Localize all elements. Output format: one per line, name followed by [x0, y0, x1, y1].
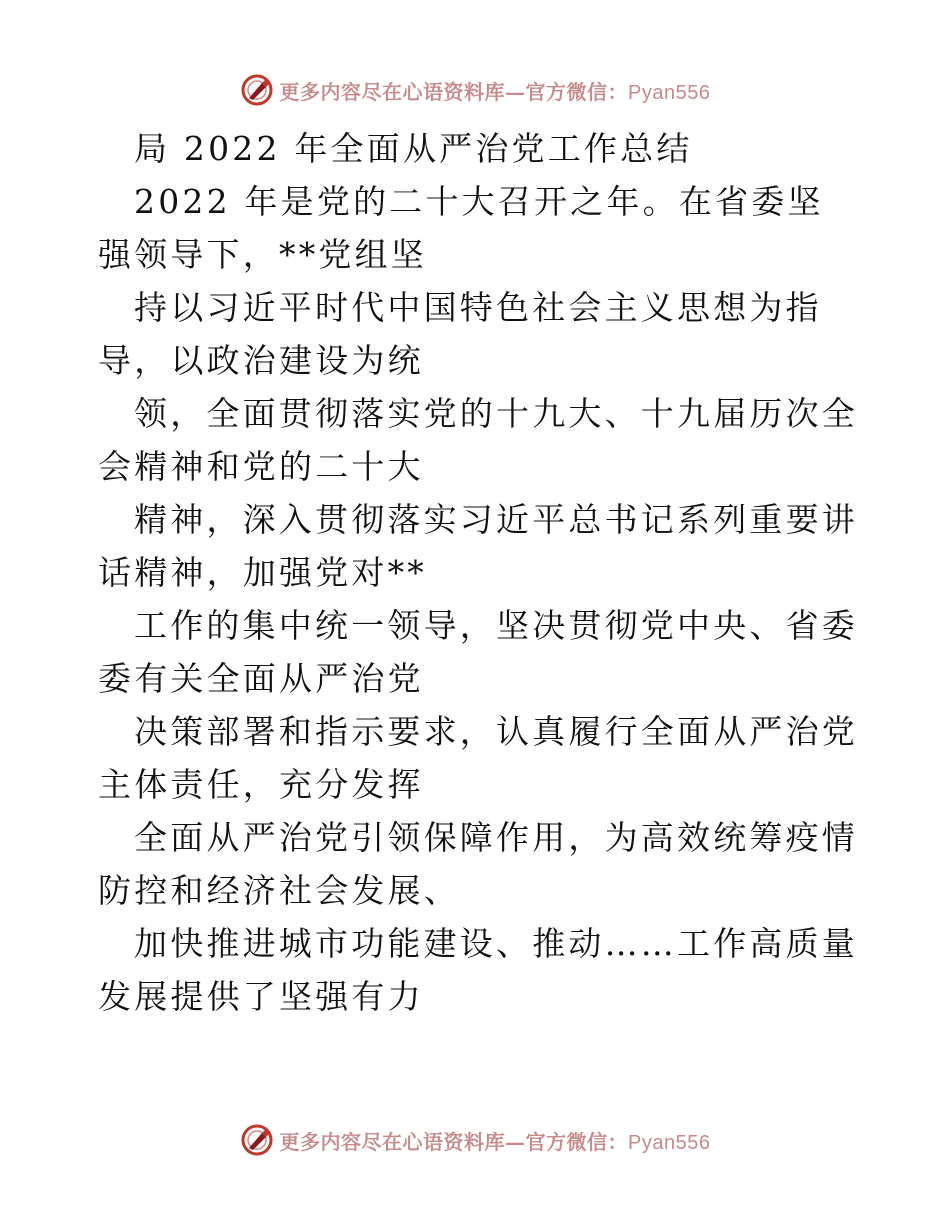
wechat-id: Pyan556 — [628, 81, 711, 104]
paragraph: 决策部署和指示要求，认真履行全面从严治党主体责任，充分发挥 — [98, 712, 858, 804]
footer-watermark-banner — [0, 1120, 950, 1160]
paragraph: 领，全面贯彻落实党的十九大、十九届历次全会精神和党的二十大 — [98, 394, 858, 486]
paragraph: 工作的集中统一领导，坚决贯彻党中央、省委委有关全面从严治党 — [98, 606, 858, 698]
pen-nib-logo-icon — [240, 1123, 274, 1157]
document-title: 局 2022 年全面从严治党工作总结 — [134, 129, 693, 168]
wechat-id: Pyan556 — [628, 1131, 711, 1154]
paragraph: 全面从严治党引领保障作用，为高效统筹疫情防控和经济社会发展、 — [98, 818, 858, 910]
banner-text: 更多内容尽在心语资料库—官方微信：Pyan556 — [279, 1129, 711, 1154]
pen-nib-logo-icon — [240, 73, 274, 107]
document-body — [98, 122, 858, 1023]
paragraph: 加快推进城市功能建设、推动……工作高质量发展提供了坚强有力 — [98, 924, 858, 1016]
paragraph: 精神，深入贯彻落实习近平总书记系列重要讲话精神，加强党对** — [98, 500, 858, 592]
banner-text: 更多内容尽在心语资料库—官方微信：Pyan556 — [279, 79, 711, 104]
paragraph: 2022 年是党的二十大召开之年。在省委坚强领导下，**党组坚 — [98, 182, 824, 274]
header-watermark-banner — [0, 70, 950, 110]
paragraph: 持以习近平时代中国特色社会主义思想为指导，以政治建设为统 — [98, 288, 822, 380]
